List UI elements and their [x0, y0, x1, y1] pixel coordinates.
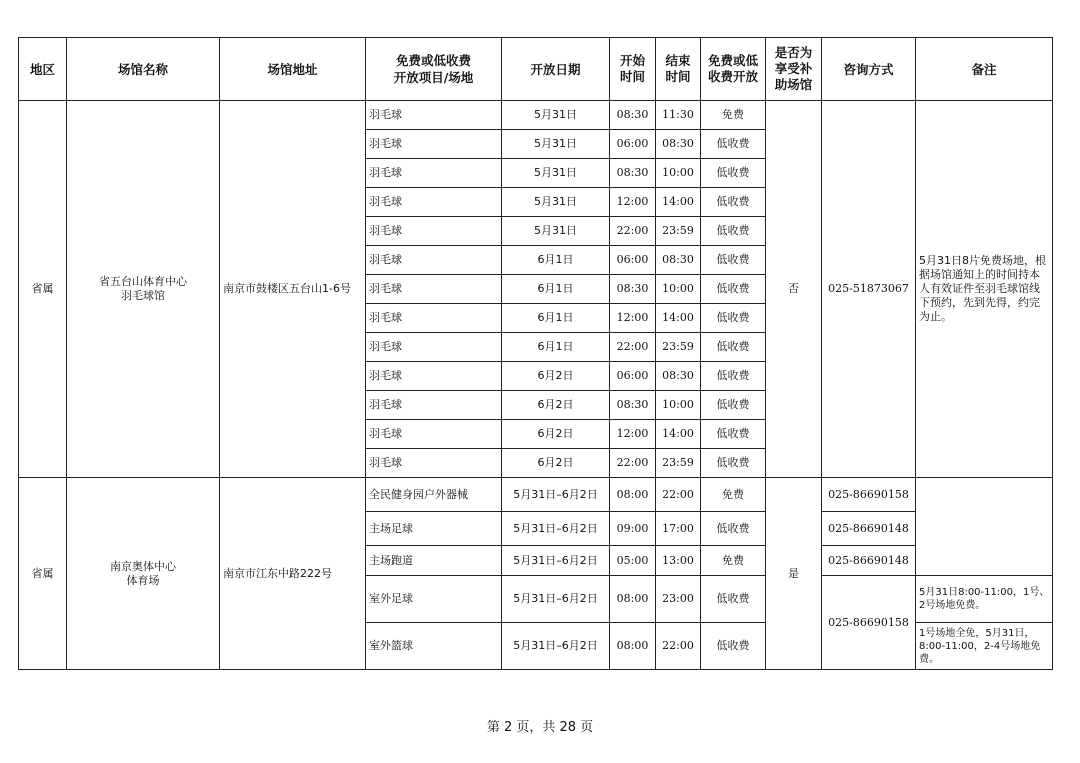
date-cell: 5月31日 [502, 101, 610, 130]
header-subsidy: 是否为 享受补 助场馆 [766, 38, 822, 101]
venue-schedule-table [18, 37, 1053, 670]
header-item: 免费或低收费 开放项目/场地 [366, 38, 502, 101]
date-cell: 5月31日–6月2日 [502, 478, 610, 512]
start-time-cell: 08:30 [610, 275, 656, 304]
header-note: 备注 [916, 38, 1053, 101]
start-time-cell: 08:30 [610, 101, 656, 130]
end-time-cell: 23:00 [656, 576, 701, 623]
date-cell: 6月1日 [502, 304, 610, 333]
start-time-cell: 06:00 [610, 246, 656, 275]
table-header-row [19, 38, 1053, 101]
item-cell: 羽毛球 [366, 217, 502, 246]
fee-cell: 低收费 [701, 159, 766, 188]
contact-cell: 025-86690148 [822, 546, 916, 576]
start-time-cell: 05:00 [610, 546, 656, 576]
start-time-cell: 12:00 [610, 188, 656, 217]
venue-address-cell: 南京市鼓楼区五台山1-6号 [220, 101, 366, 478]
item-cell: 羽毛球 [366, 275, 502, 304]
end-time-cell: 23:59 [656, 217, 701, 246]
date-cell: 6月1日 [502, 333, 610, 362]
item-cell: 室外足球 [366, 576, 502, 623]
header-venue-name: 场馆名称 [67, 38, 220, 101]
fee-cell: 低收费 [701, 449, 766, 478]
end-time-cell: 23:59 [656, 333, 701, 362]
item-cell: 羽毛球 [366, 246, 502, 275]
item-cell: 羽毛球 [366, 449, 502, 478]
contact-cell: 025-86690158 [822, 576, 916, 670]
region-cell: 省属 [19, 101, 67, 478]
end-time-cell: 10:00 [656, 391, 701, 420]
item-cell: 全民健身园户外器械 [366, 478, 502, 512]
date-cell: 6月1日 [502, 246, 610, 275]
end-time-cell: 10:00 [656, 159, 701, 188]
fee-cell: 低收费 [701, 333, 766, 362]
start-time-cell: 09:00 [610, 512, 656, 546]
fee-cell: 低收费 [701, 576, 766, 623]
end-time-cell: 14:00 [656, 420, 701, 449]
end-time-cell: 13:00 [656, 546, 701, 576]
date-cell: 6月1日 [502, 275, 610, 304]
end-time-cell: 08:30 [656, 130, 701, 159]
fee-cell: 低收费 [701, 275, 766, 304]
header-venue-address: 场馆地址 [220, 38, 366, 101]
table-row [19, 101, 1053, 130]
fee-cell: 免费 [701, 478, 766, 512]
contact-cell: 025-86690148 [822, 512, 916, 546]
header-contact: 咨询方式 [822, 38, 916, 101]
header-end-time: 结束 时间 [656, 38, 701, 101]
start-time-cell: 08:30 [610, 159, 656, 188]
start-time-cell: 06:00 [610, 362, 656, 391]
item-cell: 主场跑道 [366, 546, 502, 576]
note-cell-empty [916, 478, 1053, 576]
note-cell: 5月31日8:00-11:00，1号、2号场地免费。 [916, 576, 1053, 623]
fee-cell: 低收费 [701, 623, 766, 670]
date-cell: 5月31日–6月2日 [502, 512, 610, 546]
date-cell: 5月31日–6月2日 [502, 623, 610, 670]
end-time-cell: 14:00 [656, 304, 701, 333]
start-time-cell: 08:30 [610, 391, 656, 420]
end-time-cell: 17:00 [656, 512, 701, 546]
item-cell: 羽毛球 [366, 101, 502, 130]
start-time-cell: 08:00 [610, 623, 656, 670]
fee-cell: 免费 [701, 101, 766, 130]
note-cell: 1号场地全免，5月31日，8:00-11:00，2-4号场地免费。 [916, 623, 1053, 670]
item-cell: 主场足球 [366, 512, 502, 546]
contact-cell: 025-86690158 [822, 478, 916, 512]
item-cell: 羽毛球 [366, 333, 502, 362]
date-cell: 5月31日 [502, 159, 610, 188]
date-cell: 5月31日–6月2日 [502, 546, 610, 576]
date-cell: 5月31日 [502, 130, 610, 159]
page-number-footer: 第 2 页，共 28 页 [486, 720, 594, 735]
fee-cell: 低收费 [701, 362, 766, 391]
end-time-cell: 08:30 [656, 362, 701, 391]
end-time-cell: 08:30 [656, 246, 701, 275]
start-time-cell: 12:00 [610, 304, 656, 333]
date-cell: 5月31日 [502, 188, 610, 217]
item-cell: 羽毛球 [366, 362, 502, 391]
subsidy-cell: 是 [766, 478, 822, 670]
fee-cell: 低收费 [701, 188, 766, 217]
date-cell: 5月31日–6月2日 [502, 576, 610, 623]
header-start-time: 开始 时间 [610, 38, 656, 101]
fee-cell: 低收费 [701, 512, 766, 546]
end-time-cell: 14:00 [656, 188, 701, 217]
venue-address-cell: 南京市江东中路222号 [220, 478, 366, 670]
end-time-cell: 23:59 [656, 449, 701, 478]
start-time-cell: 12:00 [610, 420, 656, 449]
item-cell: 羽毛球 [366, 188, 502, 217]
region-cell: 省属 [19, 478, 67, 670]
fee-cell: 低收费 [701, 130, 766, 159]
start-time-cell: 08:00 [610, 478, 656, 512]
start-time-cell: 22:00 [610, 449, 656, 478]
header-fee-type: 免费或低 收费开放 [701, 38, 766, 101]
date-cell: 6月2日 [502, 391, 610, 420]
header-region: 地区 [19, 38, 67, 101]
venue-name-cell: 省五台山体育中心 羽毛球馆 [67, 101, 220, 478]
end-time-cell: 11:30 [656, 101, 701, 130]
header-date: 开放日期 [502, 38, 610, 101]
note-cell: 5月31日8片免费场地，根据场馆通知上的时间持本人有效证件至羽毛球馆线下预约，先到先得，约完为止。 [916, 101, 1053, 478]
fee-cell: 低收费 [701, 391, 766, 420]
item-cell: 羽毛球 [366, 159, 502, 188]
item-cell: 羽毛球 [366, 420, 502, 449]
table-row [19, 478, 1053, 512]
fee-cell: 低收费 [701, 246, 766, 275]
fee-cell: 低收费 [701, 217, 766, 246]
subsidy-cell: 否 [766, 101, 822, 478]
fee-cell: 免费 [701, 546, 766, 576]
start-time-cell: 06:00 [610, 130, 656, 159]
start-time-cell: 22:00 [610, 333, 656, 362]
date-cell: 6月2日 [502, 449, 610, 478]
end-time-cell: 10:00 [656, 275, 701, 304]
date-cell: 5月31日 [502, 217, 610, 246]
start-time-cell: 22:00 [610, 217, 656, 246]
contact-cell: 025-51873067 [822, 101, 916, 478]
venue-name-cell: 南京奥体中心 体育场 [67, 478, 220, 670]
date-cell: 6月2日 [502, 420, 610, 449]
item-cell: 羽毛球 [366, 391, 502, 420]
item-cell: 室外篮球 [366, 623, 502, 670]
fee-cell: 低收费 [701, 304, 766, 333]
item-cell: 羽毛球 [366, 130, 502, 159]
date-cell: 6月2日 [502, 362, 610, 391]
fee-cell: 低收费 [701, 420, 766, 449]
end-time-cell: 22:00 [656, 623, 701, 670]
item-cell: 羽毛球 [366, 304, 502, 333]
end-time-cell: 22:00 [656, 478, 701, 512]
start-time-cell: 08:00 [610, 576, 656, 623]
